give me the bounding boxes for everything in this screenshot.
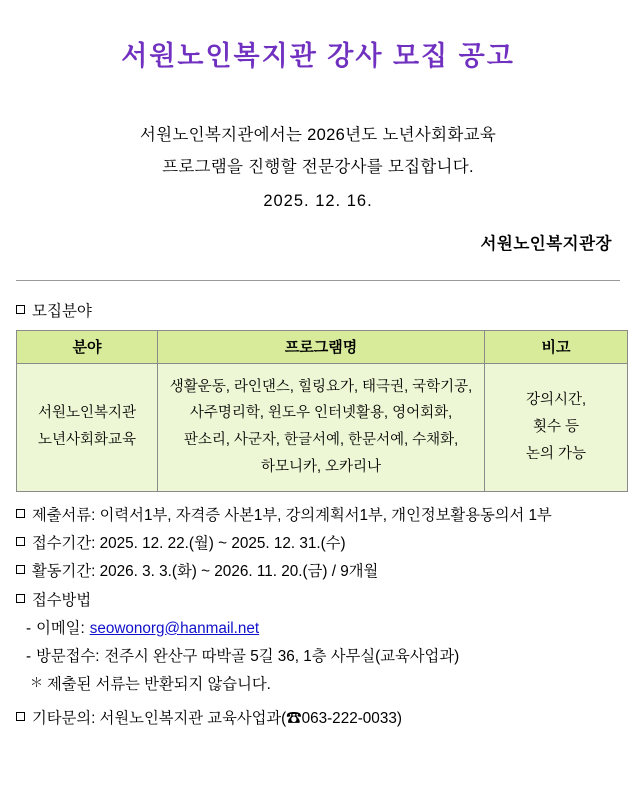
recruit-table (16, 330, 628, 492)
cell-program-line-4: 하모니카, 오카리나 (260, 458, 382, 475)
cell-note (485, 363, 628, 491)
page-title: 서원노인복지관 강사 모집 공고 (121, 41, 515, 71)
section-heading-label: 모집분야 (32, 302, 92, 320)
cell-note-line-2: 횟수 등 (532, 418, 580, 435)
cell-field-line-1: 서원노인복지관 (37, 405, 137, 422)
list-item-label: 제출서류: 이력서1부, 자격증 사본1부, 강의계획서1부, 개인정보활용동의서 1부 (32, 506, 552, 524)
cell-note-line-3: 논의 가능 (525, 445, 587, 462)
square-bullet-icon (16, 537, 25, 546)
details-list (16, 504, 620, 730)
table-header-note: 비고 (485, 330, 628, 363)
divider (16, 280, 620, 281)
intro-line-2: 프로그램을 진행할 전문강사를 모집합니다. (162, 158, 474, 177)
section-heading-recruit-fields (16, 299, 620, 321)
list-item-inquiry (16, 707, 620, 730)
inquiry-label: 기타문의: 서원노인복지관 교육사업과(☎063-222-0033) (32, 709, 402, 727)
list-item-label: 활동기간: 2026. 3. 3.(화) ~ 2026. 11. 20.(금) / 9개월 (32, 563, 379, 581)
table-header-row (17, 330, 628, 363)
intro-paragraph (16, 119, 620, 218)
table-header-program: 프로그램명 (158, 330, 485, 363)
list-item-label: 접수방법 (32, 591, 92, 609)
intro-line-1: 서원노인복지관에서는 2026년도 노년사회화교육 (139, 126, 497, 144)
square-bullet-icon (16, 509, 25, 518)
submission-note (30, 673, 620, 696)
cell-program-line-2: 사주명리학, 윈도우 인터넷활용, 영어회화, (189, 405, 453, 422)
list-item-application-period (16, 532, 620, 555)
visit-address: 전주시 완산구 따박골 5길 36, 1층 사무실(교육사업과) (104, 648, 460, 666)
cell-note-line-1: 강의시간, (525, 391, 587, 408)
table-header-field: 분야 (17, 330, 158, 363)
email-label: 이메일: (36, 619, 85, 637)
visit-label: 방문접수: (36, 648, 100, 666)
cell-field-line-2: 노년사회화교육 (37, 432, 137, 449)
cell-program-line-3: 판소리, 사군자, 한글서예, 한문서예, 수채화, (183, 432, 459, 449)
list-item-documents (16, 504, 620, 527)
cell-program-line-1: 생활운동, 라인댄스, 힐링요가, 태극권, 국학기공, (169, 378, 473, 395)
asterisk-icon: ＊ (30, 675, 44, 691)
notice-date: 2025. 12. 16. (263, 192, 373, 211)
notice-document (0, 34, 636, 789)
sub-item-visit (26, 645, 620, 668)
sub-item-email (26, 617, 620, 640)
square-bullet-icon (16, 712, 25, 721)
submission-note-label: 제출된 서류는 반환되지 않습니다. (47, 676, 271, 694)
dash-bullet-icon: - (26, 648, 32, 666)
signature: 서원노인복지관장 (480, 234, 612, 253)
square-bullet-icon (16, 305, 25, 314)
dash-bullet-icon: - (26, 619, 32, 637)
cell-field (17, 363, 158, 491)
table-row (17, 363, 628, 491)
list-item-how-to-apply (16, 589, 620, 612)
square-bullet-icon (16, 594, 25, 603)
email-link[interactable]: seowonorg@hanmail.net (89, 619, 260, 637)
list-item-label: 접수기간: 2025. 12. 22.(월) ~ 2025. 12. 31.(수) (32, 535, 346, 553)
list-item-activity-period (16, 560, 620, 583)
cell-programs (158, 363, 485, 491)
square-bullet-icon (16, 565, 25, 574)
